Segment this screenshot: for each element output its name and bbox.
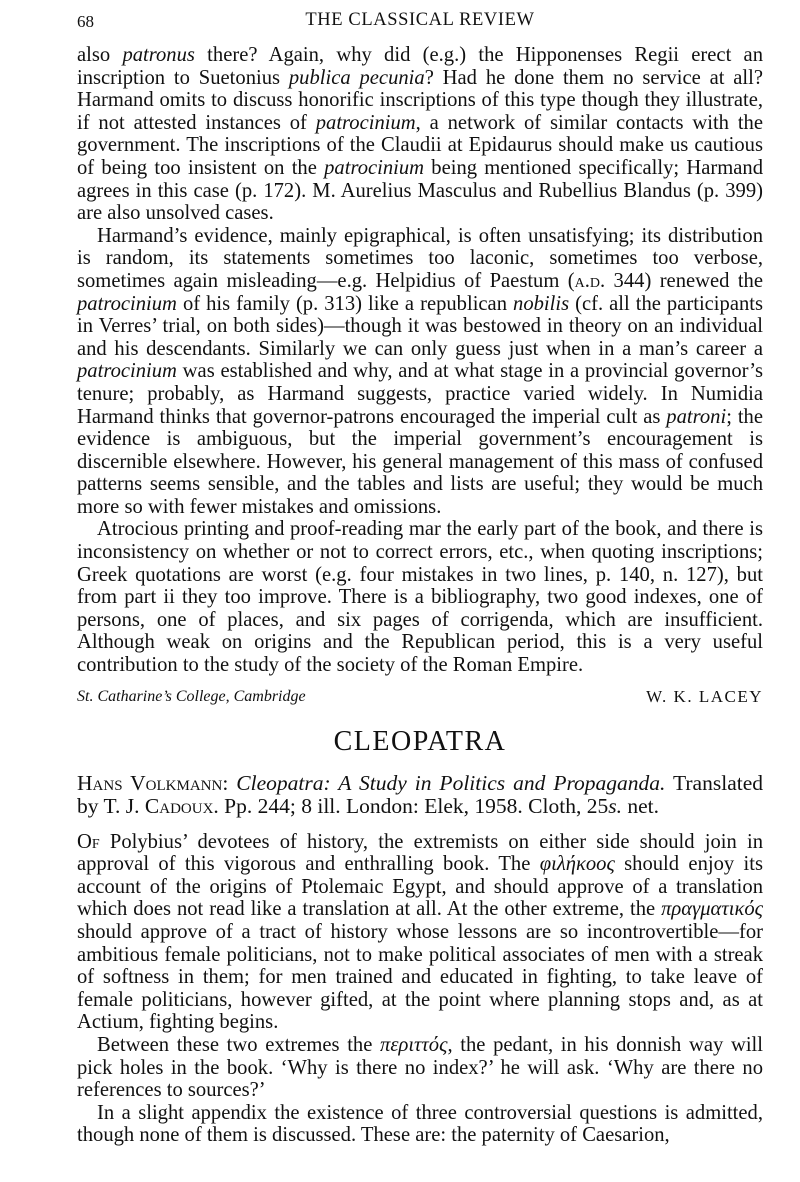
paragraph: Atrocious printing and proof-reading mar the early part of the book, and there is inconsistency on whether or not to correct errors, etc., when quoting inscriptions; Greek quotations are worst (e.g. four mistakes in two lines, p. 140, n. 127), but from part ii they too improve. There is a bibliography, two good indexes, one of persons, one of places, and six pages of corrigenda, which are insufficient. Although weak on origins and the Republican period, this is a very useful contribution to the study of the society of the Roman Empire.: [77, 518, 763, 677]
review-cleopatra: [77, 772, 763, 1147]
paragraph: Between these two extremes the περιττός, the pedant, in his donnish way will pick holes in the book. ‘Why is there no index?’ he will ask. ‘Why are there no references to sources?’: [77, 1033, 763, 1102]
paragraph: Of Polybius’ devotees of history, the extremists on either side should join in approval of this vigorous and enthralling book. The φιλήκοος should enjoy its account of the origins of Ptolemaic Egypt, and should approve of a translation which does not read like a translation at all. At the other extreme, the πραγματικός should approve of a tract of history whose lessons are so incontrovertible—for ambitious female politicians, not to make political associates of men with a streak of softness in them; for men trained and educated in fighting, to take leave of female politicians, however gifted, at the point where planning stops and, as at Actium, fighting begins.: [77, 830, 763, 1034]
review-lacey: [77, 44, 763, 708]
running-head: [77, 8, 763, 44]
reviewer-name: W. K. LACEY: [646, 686, 763, 706]
document-page: [77, 0, 763, 1147]
signature: [77, 686, 763, 708]
paragraph: In a slight appendix the existence of three controversial questions is admitted, though none of them is discussed. These are: the paternity of Caesarion,: [77, 1101, 763, 1147]
paragraph: also patronus there? Again, why did (e.g.) the Hipponenses Regii erect an inscription to Suetonius publica pecunia? Had he done them no service at all? Harmand omits to discuss honorific inscriptions of this type though they illustrate, if not attested instances of patrocinium, a network of similar contacts with the government. The inscriptions of the Claudii at Epidaurus should make us cautious of being too insistent on the patrocinium being mentioned specifically; Harmand agrees in this case (p. 172). M. Aurelius Masculus and Rubellius Blandus (p. 399) are also unsolved cases.: [77, 44, 763, 225]
reviewer-institution: St. Catharine’s College, Cambridge: [77, 687, 306, 705]
journal-title: THE CLASSICAL REVIEW: [305, 10, 535, 30]
bibliographic-entry: Hans Volkmann: Cleopatra: A Study in Politics and Propaganda. Translated by T. J. Cadoux. Pp. 244; 8 ill. London: Elek, 1958. Cloth, 25s. net.: [77, 770, 763, 819]
paragraph: Harmand’s evidence, mainly epigraphical, is often unsatisfying; its distribution is random, its statements sometimes too laconic, sometimes too verbose, sometimes again misleading—e.g. Helpidius of Paestum (a.d. 344) renewed the patrocinium of his family (p. 313) like a republican nobilis (cf. all the participants in Verres’ trial, on both sides)—though it was bestowed in theory on an individual and his descendants. Similarly we can only guess just when in a man’s career a patrocinium was established and why, and at what stage in a provincial governor’s tenure; probably, as Harmand suggests, practice varied widely. In Numidia Harmand thinks that governor-patrons encouraged the imperial cult as patroni; the evidence is ambiguous, but the imperial government’s encouragement is discernible elsewhere. However, his general management of this mass of confused patterns seems sensible, and the tables and lists are useful; they would be much more so with fewer mistakes and omissions.: [77, 224, 764, 518]
page-number: 68: [77, 12, 94, 31]
section-title: CLEOPATRA: [333, 725, 507, 757]
